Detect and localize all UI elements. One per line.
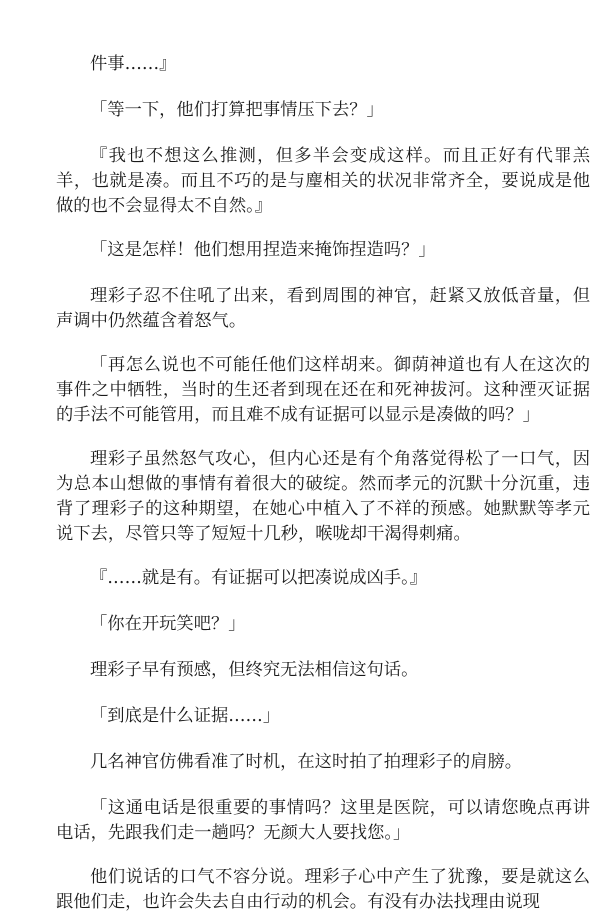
paragraph-9: 「你在开玩笑吧？」 (90, 614, 246, 634)
paragraph-11: 「到底是什么证据……」 (90, 706, 281, 726)
paragraph-7: 理彩子虽然怒气攻心，但内心还是有个角落觉得松了一口气，因为总本山想做的事情有着很大的破绽。然而孝元的沉默十分沉重，违背了理彩子的这种期望，在她心中植入了不祥的预感。她默默等孝元说下去，尽管只等了短短十几秒，喉咙却干渴得刺痛。 (56, 449, 590, 544)
paragraph-2: 「等一下，他们打算把事情压下去？」 (90, 100, 384, 120)
paragraph-3: 『我也不想这么推测，但多半会变成这样。而且正好有代罪羔羊，也就是凑。而且不巧的是与麈相关的状况非常齐全，要说成是他做的也不会显得太不自然。』 (56, 146, 590, 216)
paragraph-10: 理彩子早有预感，但终究无法相信这句话。 (90, 660, 419, 680)
paragraph-4: 「这是怎样！他们想用捏造来掩饰捏造吗？」 (90, 240, 436, 260)
paragraph-5: 理彩子忍不住吼了出来，看到周围的神官，赶紧又放低音量，但声调中仍然蕴含着怒气。 (56, 286, 590, 331)
paragraph-8: 『……就是有。有证据可以把凑说成凶手。』 (90, 568, 427, 588)
paragraph-14: 他们说话的口气不容分说。理彩子心中产生了犹豫，要是就这么跟他们走，也许会失去自由行动的机会。有没有办法找理由说现 (56, 867, 590, 912)
paragraph-13: 「这通电话是很重要的事情吗？这里是医院，可以请您晚点再讲电话，先跟我们走一趟吗？无颜大人要找您。」 (56, 798, 590, 843)
paragraph-6: 「再怎么说也不可能任他们这样胡来。御荫神道也有人在这次的事件之中牺牲，当时的生还者到现在还在和死神拔河。这种湮灭证据的手法不可能管用，而且难不成有证据可以显示是凑做的吗？」 (56, 355, 590, 425)
paragraph-12: 几名神官仿佛看准了时机，在这时拍了拍理彩子的肩膀。 (90, 752, 523, 772)
paragraph-1: 件事……』 (90, 54, 177, 74)
